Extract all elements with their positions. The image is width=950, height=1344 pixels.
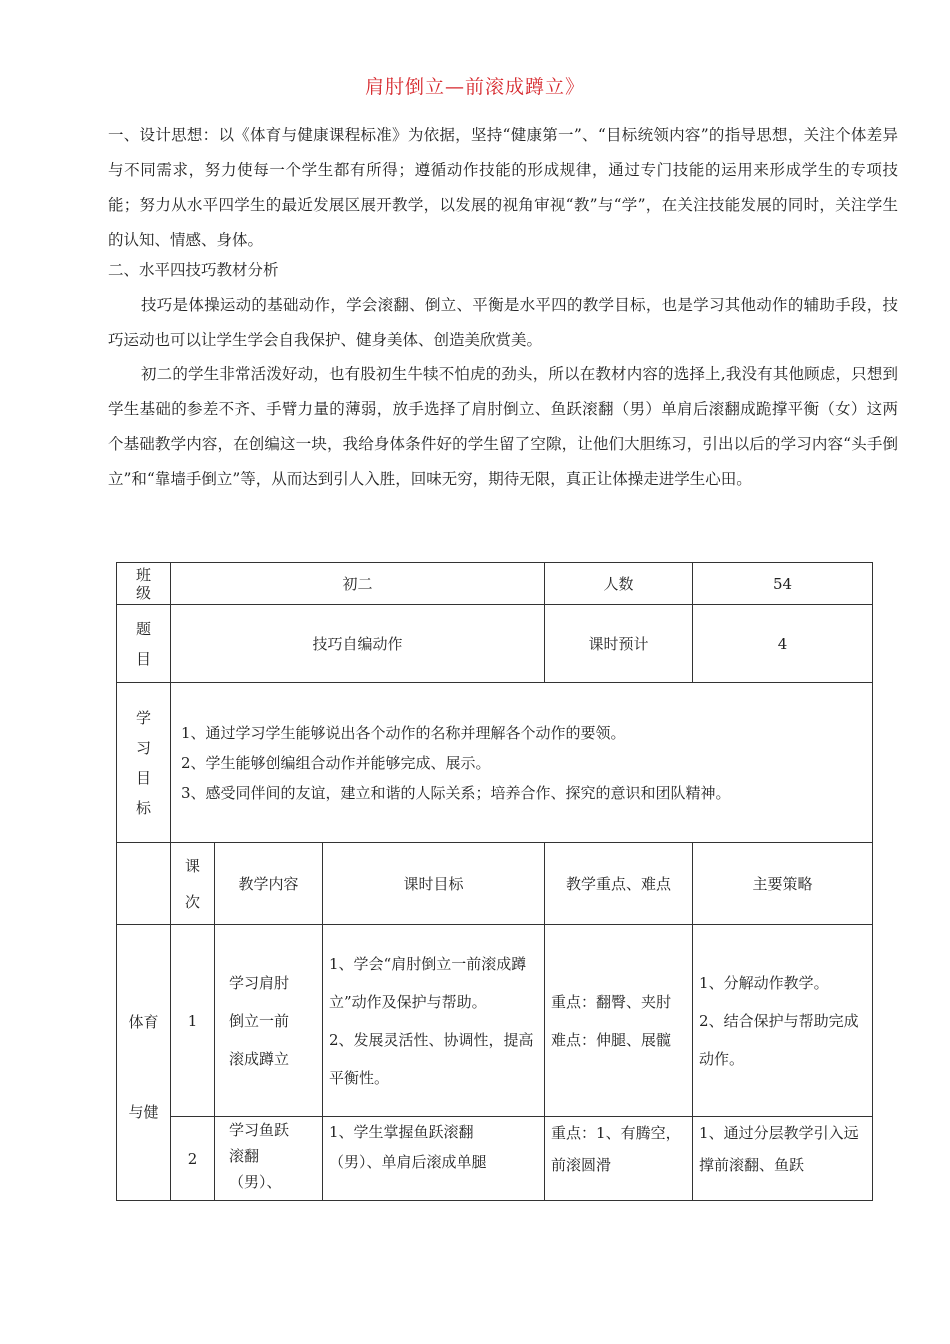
class-label: 班 级 bbox=[117, 563, 171, 605]
header-session: 课 次 bbox=[171, 843, 215, 925]
lesson-objective: 1、学生掌握鱼跃滚翻 （男）、单肩后滚成单腿 bbox=[323, 1117, 545, 1201]
lesson-strategy: 1、分解动作教学。 2、结合保护与帮助完成动作。 bbox=[693, 925, 873, 1117]
goals-label: 学 习 目 标 bbox=[117, 683, 171, 843]
lesson-content: 学习肩肘 倒立一前 滚成蹲立 bbox=[215, 925, 323, 1117]
goal-item: 2、学生能够创编组合动作并能够完成、展示。 bbox=[181, 753, 491, 772]
table-row bbox=[117, 1117, 873, 1201]
empty-cell bbox=[117, 843, 171, 925]
subject-label: 体育 与健 bbox=[117, 925, 171, 1201]
goals-cell bbox=[171, 683, 873, 843]
analysis-heading: 二、水平四技巧教材分析 bbox=[108, 261, 279, 279]
lesson-focus: 重点：翻臀、夹肘 难点：伸腿、展髋 bbox=[545, 925, 693, 1117]
hours-value: 4 bbox=[693, 605, 873, 683]
analysis-paragraph-2: 初二的学生非常活泼好动，也有股初生牛犊不怕虎的劲头，所以在教材内容的选择上,我没有其他顾虑，只想到学生基础的参差不齐、手臂力量的薄弱，放手选择了肩肘倒立、鱼跃滚翻（男）单肩后滚翻成跪撑平衡（女）这两个基础教学内容，在创编这一块，我给身体条件好的学生留了空隙，让他们大胆练习，引出以后的学习内容“头手倒立”和“靠墙手倒立”等，从而达到引人入胜，回味无穷，期待无限，真正让体操走进学生心田。 bbox=[108, 365, 898, 488]
table-row bbox=[117, 683, 873, 843]
lesson-focus: 重点：1、有腾空，前滚圆滑 bbox=[545, 1117, 693, 1201]
table-row bbox=[117, 925, 873, 1117]
lesson-strategy: 1、通过分层教学引入远撑前滚翻、鱼跃 bbox=[693, 1117, 873, 1201]
page-title: 肩肘倒立—前滚成蹲立》 bbox=[364, 76, 585, 98]
table-row bbox=[117, 563, 873, 605]
goal-item: 1、通过学习学生能够说出各个动作的名称并理解各个动作的要领。 bbox=[181, 723, 626, 742]
header-focus: 教学重点、难点 bbox=[545, 843, 693, 925]
topic-label: 题 目 bbox=[117, 605, 171, 683]
session-number: 1 bbox=[171, 925, 215, 1117]
header-content: 教学内容 bbox=[215, 843, 323, 925]
header-strategy: 主要策略 bbox=[693, 843, 873, 925]
count-label: 人数 bbox=[545, 563, 693, 605]
goal-item: 3、感受同伴间的友谊，建立和谐的人际关系；培养合作、探究的意识和团队精神。 bbox=[181, 783, 731, 802]
table-row bbox=[117, 843, 873, 925]
header-objective: 课时目标 bbox=[323, 843, 545, 925]
class-value: 初二 bbox=[171, 563, 545, 605]
analysis-paragraph-1: 技巧是体操运动的基础动作，学会滚翻、倒立、平衡是水平四的教学目标，也是学习其他动作的辅助手段，技巧运动也可以让学生学会自我保护、健身美体、创造美欣赏美。 bbox=[108, 296, 898, 349]
lesson-content: 学习鱼跃 滚翻 （男）、 bbox=[215, 1117, 323, 1201]
design-idea-paragraph: 一、设计思想：以《体育与健康课程标准》为依据，坚持“健康第一”、“目标统领内容”的指导思想，关注个体差异与不同需求，努力使每一个学生都有所得；遵循动作技能的形成规律，通过专门技能的运用来形成学生的专项技能；努力从水平四学生的最近发展区展开教学，以发展的视角审视“教”与“学”，在关注技能发展的同时，关注学生的认知、情感、身体。 bbox=[108, 126, 898, 249]
lesson-objective: 1、学会“肩肘倒立一前滚成蹲立”动作及保护与帮助。 2、发展灵活性、协调性，提高平衡性。 bbox=[323, 925, 545, 1117]
topic-value: 技巧自编动作 bbox=[171, 605, 545, 683]
lesson-plan-table bbox=[116, 562, 873, 1201]
count-value: 54 bbox=[693, 563, 873, 605]
table-row bbox=[117, 605, 873, 683]
session-number: 2 bbox=[171, 1117, 215, 1201]
hours-label: 课时预计 bbox=[545, 605, 693, 683]
